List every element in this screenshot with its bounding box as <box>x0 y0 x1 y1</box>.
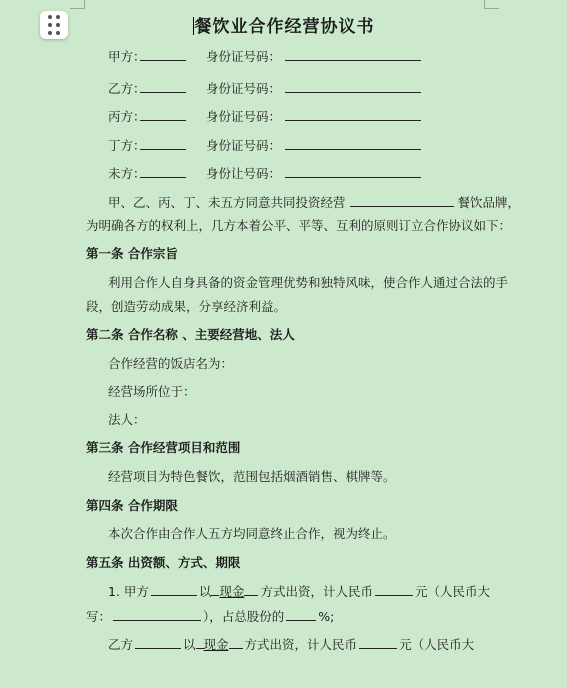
name-blank[interactable] <box>140 165 186 178</box>
underline-gap <box>229 636 243 649</box>
party-b-blank[interactable] <box>135 636 181 649</box>
document-title[interactable]: 餐饮业合作经营协议书 <box>194 17 375 37</box>
name-blank[interactable] <box>140 80 186 93</box>
party-row: 丁方： 身份证号码： <box>108 137 421 154</box>
article-1-heading: 第一条 合作宗旨 <box>86 246 178 261</box>
name-blank[interactable] <box>140 137 186 150</box>
name-blank[interactable] <box>140 108 186 121</box>
amount-words-blank[interactable] <box>113 608 201 621</box>
article-5-item-1-cont: 写： ），占总股份的 %; <box>86 609 335 624</box>
crop-mark-left <box>70 0 85 9</box>
article-3-heading: 第三条 合作经营项目和范围 <box>86 440 241 455</box>
article-4-line-1: 本次合作由合作人五方均同意终止合作，视为终止。 <box>108 526 396 541</box>
id-blank[interactable] <box>285 108 421 121</box>
article-3-line-1: 经营项目为特色餐饮，范围包括烟酒销售、棋牌等。 <box>108 469 396 484</box>
intro-line-2: 为明确各方的权利上，几方本着公平、平等、互利的原则订立合作协议如下： <box>86 218 512 233</box>
article-2-heading: 第二条 合作名称 、主要经营地、法人 <box>86 327 295 342</box>
party-row: 丙方： 身份证号码： <box>108 108 421 125</box>
business-location-line: 经营场所位于： <box>108 384 196 399</box>
amount-blank[interactable] <box>359 636 397 649</box>
party-row: 甲方： 身份证号码： <box>108 48 421 65</box>
text-cursor <box>193 17 194 35</box>
crop-mark-right <box>484 0 499 9</box>
amount-blank[interactable] <box>375 583 413 596</box>
id-blank[interactable] <box>285 165 421 178</box>
brand-blank[interactable] <box>350 194 454 207</box>
underline-gap <box>244 583 258 596</box>
id-blank[interactable] <box>285 80 421 93</box>
party-row: 乙方： 身份证号码： <box>108 80 421 97</box>
id-blank[interactable] <box>285 137 421 150</box>
id-blank[interactable] <box>285 48 421 61</box>
legal-representative-line: 法人： <box>108 412 146 427</box>
article-1-line-1: 利用合作人自身具备的资金管理优势和独特风味，使合作人通过合法的手 <box>108 275 509 290</box>
share-percent-blank[interactable] <box>286 608 316 621</box>
party-row: 未方： 身份让号码： <box>108 165 421 182</box>
article-5-heading: 第五条 出资额、方式、期限 <box>86 555 241 570</box>
party-a-blank[interactable] <box>151 583 197 596</box>
article-4-heading: 第四条 合作期限 <box>86 498 178 513</box>
intro-line-1: 甲、乙、丙、丁、未五方同意共同投资经营 餐饮品牌， <box>108 195 521 210</box>
restaurant-name-line: 合作经营的饭店名为： <box>108 356 234 371</box>
underline-gap <box>196 636 204 649</box>
name-blank[interactable] <box>140 48 186 61</box>
article-5-item-2: 乙方 以 现金 方式出资，计人民币 元（人民币大 <box>108 637 475 652</box>
article-5-item-1: 1. 甲方 以 现金 方式出资，计人民币 元（人民币大 <box>108 584 490 599</box>
article-1-line-2: 段，创造劳动成果，分享经济利益。 <box>86 299 287 314</box>
